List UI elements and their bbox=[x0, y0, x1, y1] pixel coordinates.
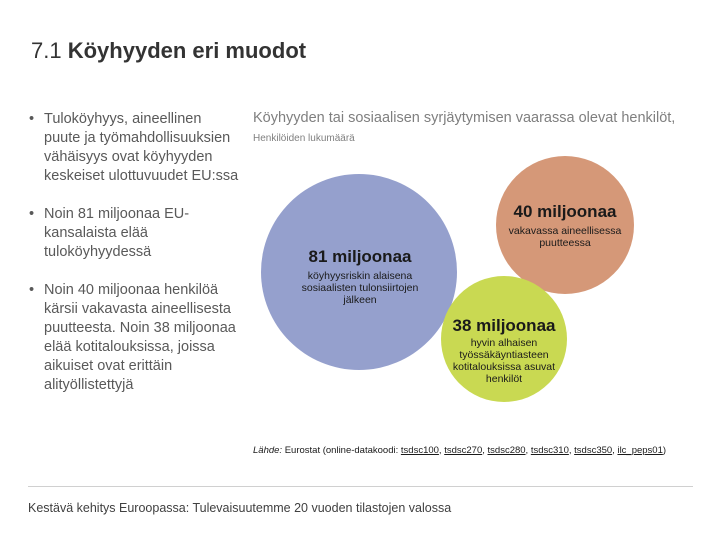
source-text: Eurostat (online-datakoodi: bbox=[284, 445, 399, 456]
chart-subtitle: Henkilöiden lukumäärä bbox=[253, 133, 355, 144]
material-deprivation-desc: vakavassa aineellisessa puutteessa bbox=[508, 225, 622, 249]
source-link-tsdsc100[interactable]: tsdsc100 bbox=[400, 445, 439, 456]
bullet-text: Noin 81 miljoonaa EU-kansalaista elää tuloköyhyydessä bbox=[44, 206, 190, 260]
bullet-item bbox=[29, 110, 241, 186]
footer-divider bbox=[28, 486, 693, 487]
bullet-dot-icon: • bbox=[29, 111, 35, 127]
source-link-tsdsc280[interactable]: tsdsc280 bbox=[487, 445, 526, 456]
bullet-text: Tuloköyhyys, aineellinen puute ja työmahdollisuuksien vähäisyys ovat köyhyyden keskeiset ulottuvuudet EU:ssa bbox=[44, 111, 239, 184]
source-link-ilc-peps01[interactable]: ilc_peps01 bbox=[617, 445, 663, 456]
title-number: 7.1 bbox=[31, 38, 62, 63]
page-title bbox=[31, 38, 306, 64]
source-close: ) bbox=[662, 445, 667, 456]
source-link-tsdsc310[interactable]: tsdsc310 bbox=[530, 445, 569, 456]
bullet-item bbox=[29, 205, 241, 262]
title-text: Köyhyyden eri muodot bbox=[67, 38, 307, 63]
bullet-list bbox=[29, 110, 241, 414]
income-poverty-desc: köyhyysriskin alaisena sosiaalisten tulonsiirtojen jälkeen bbox=[301, 270, 419, 306]
income-poverty-value: 81 miljoonaa bbox=[308, 247, 412, 266]
low-work-intensity-desc: hyvin alhaisen työssäkäyntiasteen kotitalouksissa asuvat henkilöt bbox=[452, 337, 556, 385]
source-note: Lähde: Eurostat (online-datakoodi: tsdsc100, tsdsc270, tsdsc280, tsdsc310, tsdsc350, ilc_peps01) bbox=[253, 445, 667, 456]
chart-title: Köyhyyden tai sosiaalisen syrjäytymisen vaarassa olevat henkilöt, bbox=[253, 110, 676, 126]
bullet-item bbox=[29, 281, 241, 395]
source-link-tsdsc270[interactable]: tsdsc270 bbox=[444, 445, 483, 456]
footer-text: Kestävä kehitys Euroopassa: Tulevaisuutemme 20 vuoden tilastojen valossa bbox=[28, 501, 452, 515]
source-label: Lähde: bbox=[253, 445, 283, 456]
bullet-text: Noin 40 miljoonaa henkilöä kärsii vakavasta aineellisesta puutteesta. Noin 38 miljoonaa elää kotitalouksissa, joissa aikuiset ovat erittäin alityöllistettyjä bbox=[44, 282, 236, 393]
bullet-dot-icon: • bbox=[29, 282, 35, 298]
bullet-dot-icon: • bbox=[29, 206, 35, 222]
material-deprivation-value: 40 miljoonaa bbox=[513, 202, 617, 221]
source-link-tsdsc350[interactable]: tsdsc350 bbox=[574, 445, 613, 456]
low-work-intensity-value: 38 miljoonaa bbox=[452, 316, 556, 335]
